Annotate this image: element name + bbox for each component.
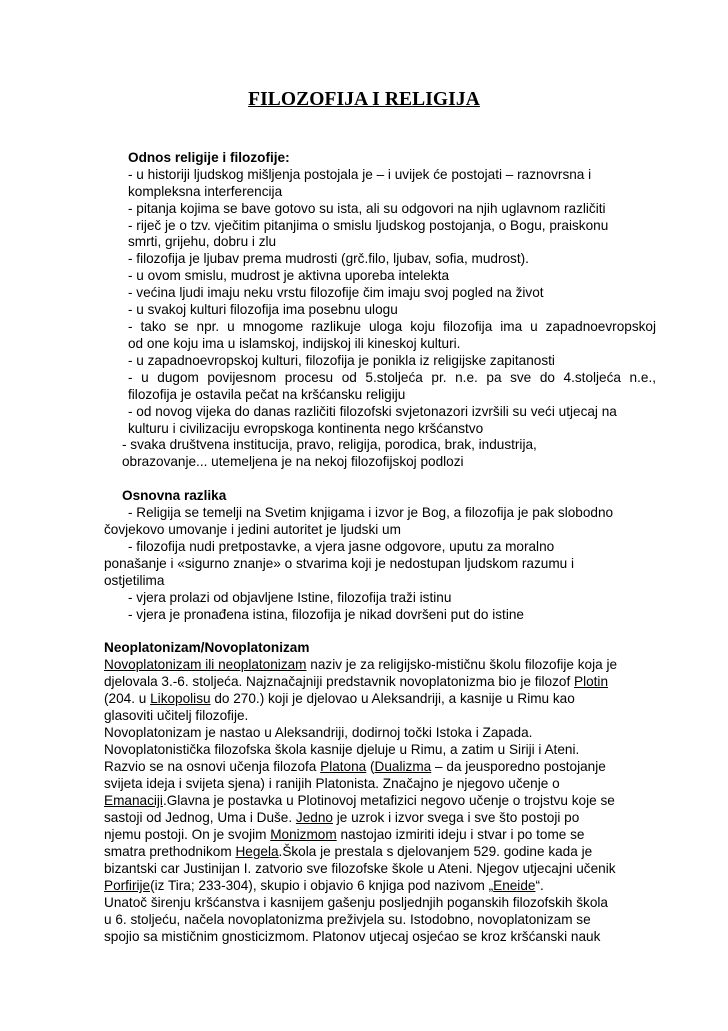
paragraph-line	[104, 844, 592, 860]
paragraph-line: bizantski car Justinijan I. zatvorio sve filozofske škole u Ateni. Njegov utjecajni učenik	[104, 861, 616, 876]
paragraph-line	[104, 810, 579, 826]
list-item: kompleksna interferencija	[128, 184, 283, 199]
text-run: – da jeusporedno postojanje	[431, 759, 606, 774]
list-item: od one koju ima u islamskoj, indijskoj ili kineskoj kulturi.	[128, 336, 461, 351]
link-plotin[interactable]: Plotin	[574, 674, 609, 689]
list-item: - većina ljudi imaju neku vrstu filozofije čim imaju svoj pogled na život	[128, 285, 544, 300]
list-item: - u dugom povijesnom procesu od 5.stoljeća pr. n.e. pa sve do 4.stoljeća n.e.,	[128, 370, 656, 385]
link-porfirije[interactable]: Porfirije	[104, 878, 151, 893]
text-run: .Škola je prestala s djelovanjem 529. godine kada je	[278, 844, 593, 859]
section-heading-odnos: Odnos religije i filozofije:	[128, 150, 290, 165]
paragraph-line	[104, 878, 544, 894]
list-item: - od novog vijeka do danas različiti filozofski svjetonazori izvršili su veći utjecaj na	[128, 404, 617, 419]
paragraph-line: glasoviti učitelj filozofije.	[104, 708, 249, 723]
text-run: “.	[535, 878, 544, 893]
page-title: FILOZOFIJA I RELIGIJA	[248, 89, 480, 110]
list-item: obrazovanje... utemeljena je na nekoj filozofijskoj podlozi	[122, 454, 464, 469]
paragraph-line	[104, 827, 585, 843]
list-item: - vjera prolazi od objavljene Istine, filozofija traži istinu	[128, 590, 452, 605]
paragraph-line	[104, 674, 608, 690]
list-item: - u historiji ljudskog mišljenja postojala je – i uvijek će postojati – raznovrsna i	[128, 167, 592, 182]
text-run: naziv je za religijsko-mističnu školu filozofije koja je	[306, 657, 618, 672]
text-run: smatra prethodnikom	[104, 844, 236, 859]
text-run: nastojao izmiriti ideju i stvar i po tome se	[336, 827, 585, 842]
text-run: njemu postoji. On je svojim	[104, 827, 271, 842]
paragraph-line: spojio sa mističnim gnosticizmom. Platonov utjecaj osjećao se kroz kršćanski nauk	[104, 929, 601, 944]
list-item: - tako se npr. u mnogome razlikuje uloga koju filozofija ima u zapadnoevropskoj	[128, 319, 656, 334]
list-item: - filozofija nudi pretpostavke, a vjera jasne odgovore, uputu za moralno	[128, 539, 555, 554]
text-run: (iz Tira; 233-304), skupio i objavio 6 knjiga pod nazivom „	[150, 878, 494, 893]
link-emanaciji[interactable]: Emanaciji	[104, 793, 163, 808]
paragraph-line	[104, 793, 615, 809]
paragraph-line	[104, 691, 575, 707]
text-run: do 270.) koji je djelovao u Aleksandriji, a kasnije u Rimu kao	[210, 691, 575, 706]
text-run: djelovala 3.-6. stoljeća. Najznačajniji predstavnik novoplatonizma bio je filozof	[104, 674, 574, 689]
link-likopolis[interactable]: Likopolisu	[150, 691, 211, 706]
link-eneide[interactable]: Eneide	[493, 878, 536, 893]
paragraph-line	[104, 759, 606, 775]
link-hegela[interactable]: Hegela	[235, 844, 279, 859]
text-run: (204. u	[104, 691, 151, 706]
list-item: smrti, grijehu, dobru i zlu	[128, 234, 277, 249]
paragraph-line: svijeta ideja i svijeta sjena) i ranijih Platonista. Značajno je njegovo učenje o	[104, 776, 560, 791]
link-jedno[interactable]: Jedno	[295, 810, 333, 825]
text-run: .Glavna je postavka u Plotinovoj metafizici negovo učenje o trojstvu koje se	[162, 793, 615, 808]
link-monizmom[interactable]: Monizmom	[270, 827, 337, 842]
list-item: čovjekovo umovanje i jedini autoritet je ljudski um	[104, 522, 401, 537]
paragraph-line	[104, 657, 617, 673]
list-item: - vjera je pronađena istina, filozofija je nikad dovršeni put do istine	[128, 607, 524, 622]
text-run: (	[366, 759, 375, 774]
link-platona[interactable]: Platona	[320, 759, 367, 774]
section-heading-neoplatonizam: Neoplatonizam/Novoplatonizam	[104, 640, 310, 655]
paragraph-line: u 6. stoljeću, načela novoplatonizma preživjela su. Istodobno, novoplatonizam se	[104, 912, 591, 927]
paragraph-line: Novoplatonizam je nastao u Aleksandriji, dodirnoj točki Istoka i Zapada.	[104, 725, 533, 740]
text-run: sastoji od Jednog, Uma i Duše.	[104, 810, 296, 825]
link-dualizma[interactable]: Dualizma	[374, 759, 432, 774]
list-item: - riječ je o tzv. vječitim pitanjima o smislu ljudskog postojanja, o Bogu, praiskonu	[128, 218, 609, 233]
list-item: - Religija se temelji na Svetim knjigama i izvor je Bog, a filozofija je pak slobodno	[128, 505, 614, 520]
text-run: Razvio se na osnovi učenja filozofa	[104, 759, 321, 774]
list-item: - u svakoj kulturi filozofija ima posebnu ulogu	[128, 302, 398, 317]
paragraph-line: Unatoč širenju kršćanstva i kasnijem gašenju posljednjih poganskih filozofskih škola	[104, 895, 608, 910]
link-novoplatonizam[interactable]: Novoplatonizam ili neoplatonizam	[104, 657, 307, 672]
list-item: kulturu i civilizaciju evropskoga kontinenta nego kršćanstvo	[128, 421, 484, 436]
text-run: je uzrok i izvor svega i sve što postoji po	[332, 810, 580, 825]
paragraph-line: Novoplatonistička filozofska škola kasnije djeluje u Rimu, a zatim u Siriji i Ateni.	[104, 742, 580, 757]
list-item: - u zapadnoevropskoj kulturi, filozofija je ponikla iz religijske zapitanosti	[128, 353, 555, 368]
list-item: - filozofija je ljubav prema mudrosti (grč.filo, ljubav, sofia, mudrost).	[128, 251, 529, 266]
list-item: - u ovom smislu, mudrost je aktivna uporeba intelekta	[128, 268, 450, 283]
list-item: filozofija je ostavila pečat na kršćansku religiju	[128, 387, 406, 402]
section-heading-osnovna-razlika: Osnovna razlika	[122, 488, 227, 503]
list-item: ponašanje i «sigurno znanje» o stvarima koji je nedostupan ljudskom razumu i	[104, 556, 575, 571]
list-item: - pitanja kojima se bave gotovo su ista, ali su odgovori na njih uglavnom različiti	[128, 201, 606, 216]
list-item: ostjetilima	[104, 573, 165, 588]
list-item: - svaka društvena institucija, pravo, religija, porodica, brak, industrija,	[122, 437, 537, 452]
